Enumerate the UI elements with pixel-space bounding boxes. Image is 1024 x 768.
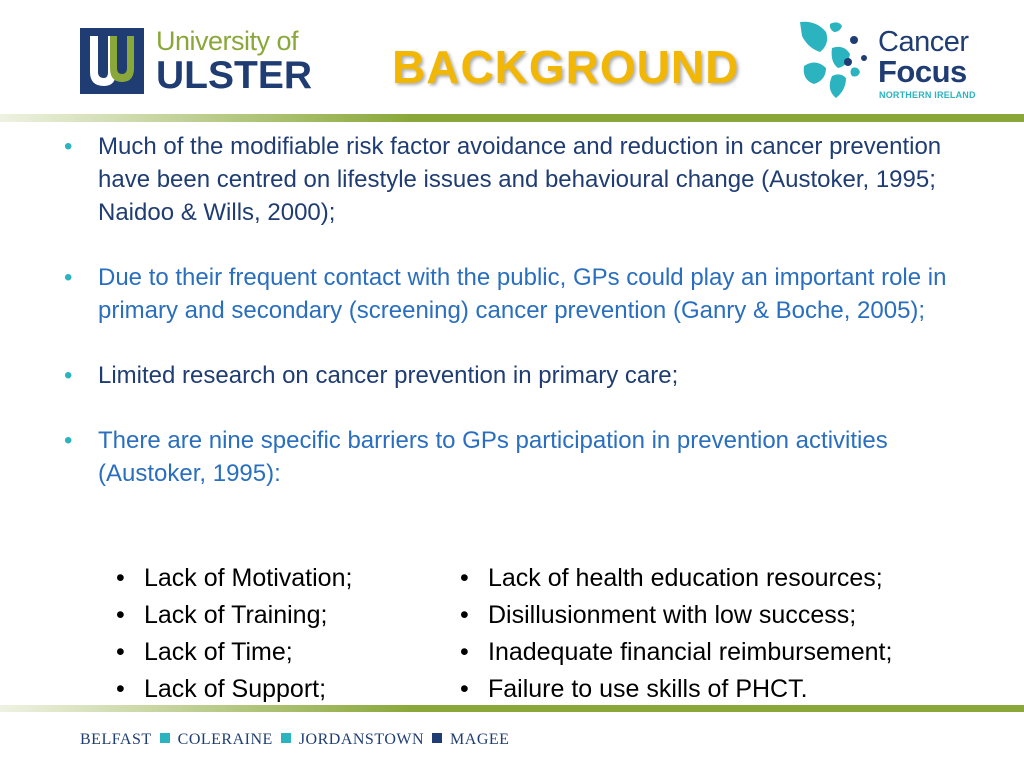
campus-jordanstown: JORDANSTOWN: [298, 731, 425, 748]
bullet-icon: •: [64, 264, 73, 291]
barrier-item: [104, 560, 352, 597]
barrier-item: [104, 597, 352, 634]
bullet-icon: •: [460, 601, 469, 629]
bullet-text: Limited research on cancer prevention in primary care;: [98, 362, 679, 389]
square-separator-icon: [432, 733, 442, 743]
slide-title: BACKGROUND: [392, 41, 740, 93]
header-divider: [0, 114, 1024, 122]
barrier-item: [448, 634, 892, 671]
barrier-item: [448, 597, 892, 634]
bullet-icon: •: [460, 638, 469, 666]
barrier-text: Lack of Motivation;: [144, 564, 353, 592]
bullet-icon: •: [64, 362, 73, 389]
bullet-icon: •: [116, 564, 125, 592]
footer-divider: [0, 705, 1024, 712]
barrier-text: Disillusionment with low success;: [488, 601, 857, 629]
barriers-list-right: [448, 560, 892, 708]
university-of-ulster-logo: [80, 22, 320, 98]
bullet-item: [62, 424, 992, 490]
bullet-icon: •: [460, 564, 469, 592]
bullet-item: [62, 261, 992, 327]
campus-magee: MAGEE: [450, 731, 510, 748]
university-logo-line1: University of: [156, 26, 299, 56]
cancer-focus-line3: NORTHERN IRELAND: [879, 90, 976, 100]
bullet-item: [62, 130, 992, 229]
barrier-item: [448, 671, 892, 708]
bullet-text: There are nine specific barriers to GPs participation in prevention activities (Austoker, 1995):: [98, 427, 888, 487]
square-separator-icon: [281, 733, 291, 743]
barrier-item: [104, 634, 352, 671]
cancer-focus-line2: Focus: [878, 54, 967, 89]
ulster-emblem-icon: [80, 28, 144, 94]
background-bullets: [62, 130, 992, 522]
bullet-icon: •: [116, 601, 125, 629]
bullet-text: Due to their frequent contact with the public, GPs could play an important role in primary and secondary (screening) cancer prevention (Ganry & Boche, 2005);: [98, 264, 947, 324]
cancer-focus-emblem-icon: [796, 18, 872, 102]
cancer-focus-logo: [796, 18, 976, 102]
barrier-text: Inadequate financial reimbursement;: [488, 638, 893, 666]
campus-belfast: BELFAST: [80, 731, 152, 748]
bullet-text: Much of the modifiable risk factor avoidance and reduction in cancer prevention have been centred on lifestyle issues and behavioural change (Austoker, 1995; Naidoo & Wills, 2000);: [98, 133, 942, 226]
barrier-text: Lack of health education resources;: [488, 564, 883, 592]
cancer-focus-line1: Cancer: [878, 26, 969, 58]
barrier-text: Failure to use skills of PHCT.: [488, 675, 808, 703]
square-separator-icon: [160, 733, 170, 743]
barrier-text: Lack of Support;: [144, 675, 327, 703]
bullet-icon: •: [64, 427, 73, 454]
bullet-icon: •: [460, 675, 469, 703]
barrier-text: Lack of Training;: [144, 601, 328, 629]
campus-footer: [80, 731, 509, 749]
university-logo-line2: ULSTER: [156, 54, 312, 97]
bullet-item: [62, 359, 992, 392]
barrier-item: [448, 560, 892, 597]
barrier-text: Lack of Time;: [144, 638, 293, 666]
bullet-icon: •: [116, 675, 125, 703]
bullet-icon: •: [116, 638, 125, 666]
barriers-list-left: [104, 560, 352, 708]
campus-coleraine: COLERAINE: [177, 731, 273, 748]
barrier-item: [104, 671, 352, 708]
bullet-icon: •: [64, 133, 73, 160]
